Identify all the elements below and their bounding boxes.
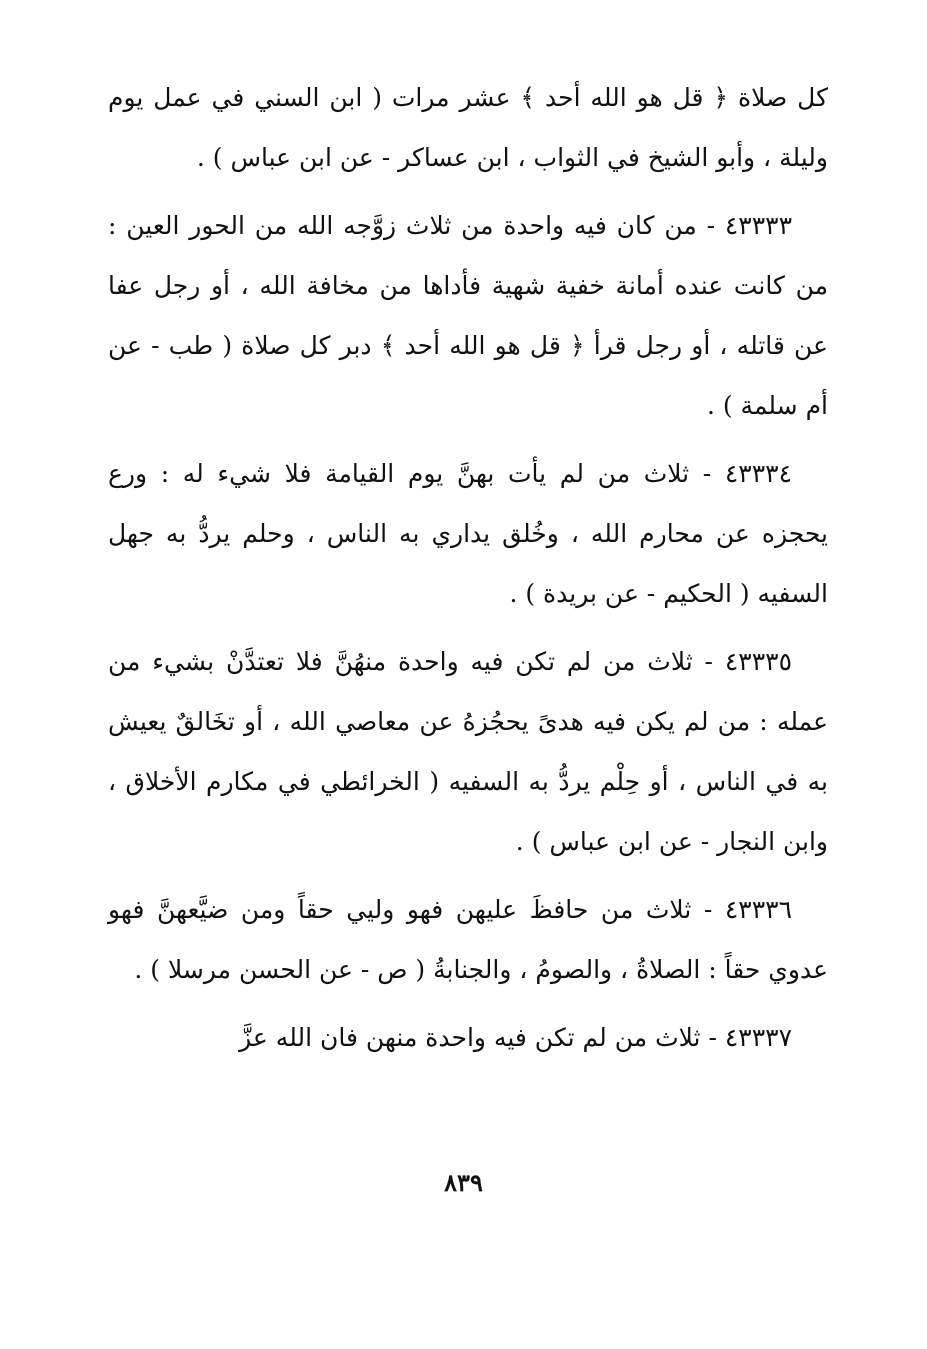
hadith-43333 <box>108 196 828 436</box>
hadith-text: - ثلاث من لم تكن فيه واحدة منهن فان الله عزَّ <box>239 1023 717 1052</box>
hadith-43335 <box>108 632 828 872</box>
hadith-text: - من كان فيه واحدة من ثلاث زوَّجه الله من الحور العين : من كانت عنده أمانة خفية شهية فأداها من مخافة الله ، أو رجل عفا عن قاتله ، أو رجل قرأ ﴿ قل هو الله أحد ﴾ دبر كل صلاة ( طب - عن أم سلمة ) . <box>108 211 828 420</box>
hadith-number: ٤٣٣٣٣ <box>724 211 792 240</box>
page-number: ٨٣٩ <box>444 1168 483 1197</box>
hadith-text: - ثلاث من لم تكن فيه واحدة منهُنَّ فلا تعتدَّنْ بشيء من عمله : من لم يكن فيه هدىً يحجُزهُ عن معاصي الله ، أو تخَالقٌ يعيش به في الناس ، أو حِلْم يردُّ به السفيه ( الخرائطي في مكارم الأخلاق ، وابن النجار - عن ابن عباس ) . <box>108 647 828 856</box>
paragraph-text: كل صلاة ﴿ قل هو الله أحد ﴾ عشر مرات ( ابن السني في عمل يوم وليلة ، وأبو الشيخ في الثواب ، ابن عساكر - عن ابن عباس ) . <box>108 83 828 172</box>
paragraph-continuation <box>108 68 828 188</box>
hadith-text: - ثلاث من لم يأت بهنَّ يوم القيامة فلا شيء له : ورع يحجزه عن محارم الله ، وخُلق يداري به الناس ، وحلم يردُّ به جهل السفيه ( الحكيم - عن بريدة ) . <box>108 459 828 608</box>
hadith-number: ٤٣٣٣٦ <box>724 895 792 924</box>
hadith-43337 <box>108 1008 828 1068</box>
hadith-number: ٤٣٣٣٥ <box>724 647 792 676</box>
hadith-text: - ثلاث من حافظَ عليهن فهو وليي حقاً ومن ضيَّعهنَّ فهو عدوي حقاً : الصلاةُ ، والصومُ ، والجنابةُ ( ص - عن الحسن مرسلا ) . <box>108 895 828 984</box>
hadith-43336 <box>108 880 828 1000</box>
hadith-43334 <box>108 444 828 624</box>
hadith-number: ٤٣٣٣٤ <box>724 459 792 488</box>
hadith-number: ٤٣٣٣٧ <box>724 1023 792 1052</box>
hadith-text-block <box>108 68 828 1068</box>
